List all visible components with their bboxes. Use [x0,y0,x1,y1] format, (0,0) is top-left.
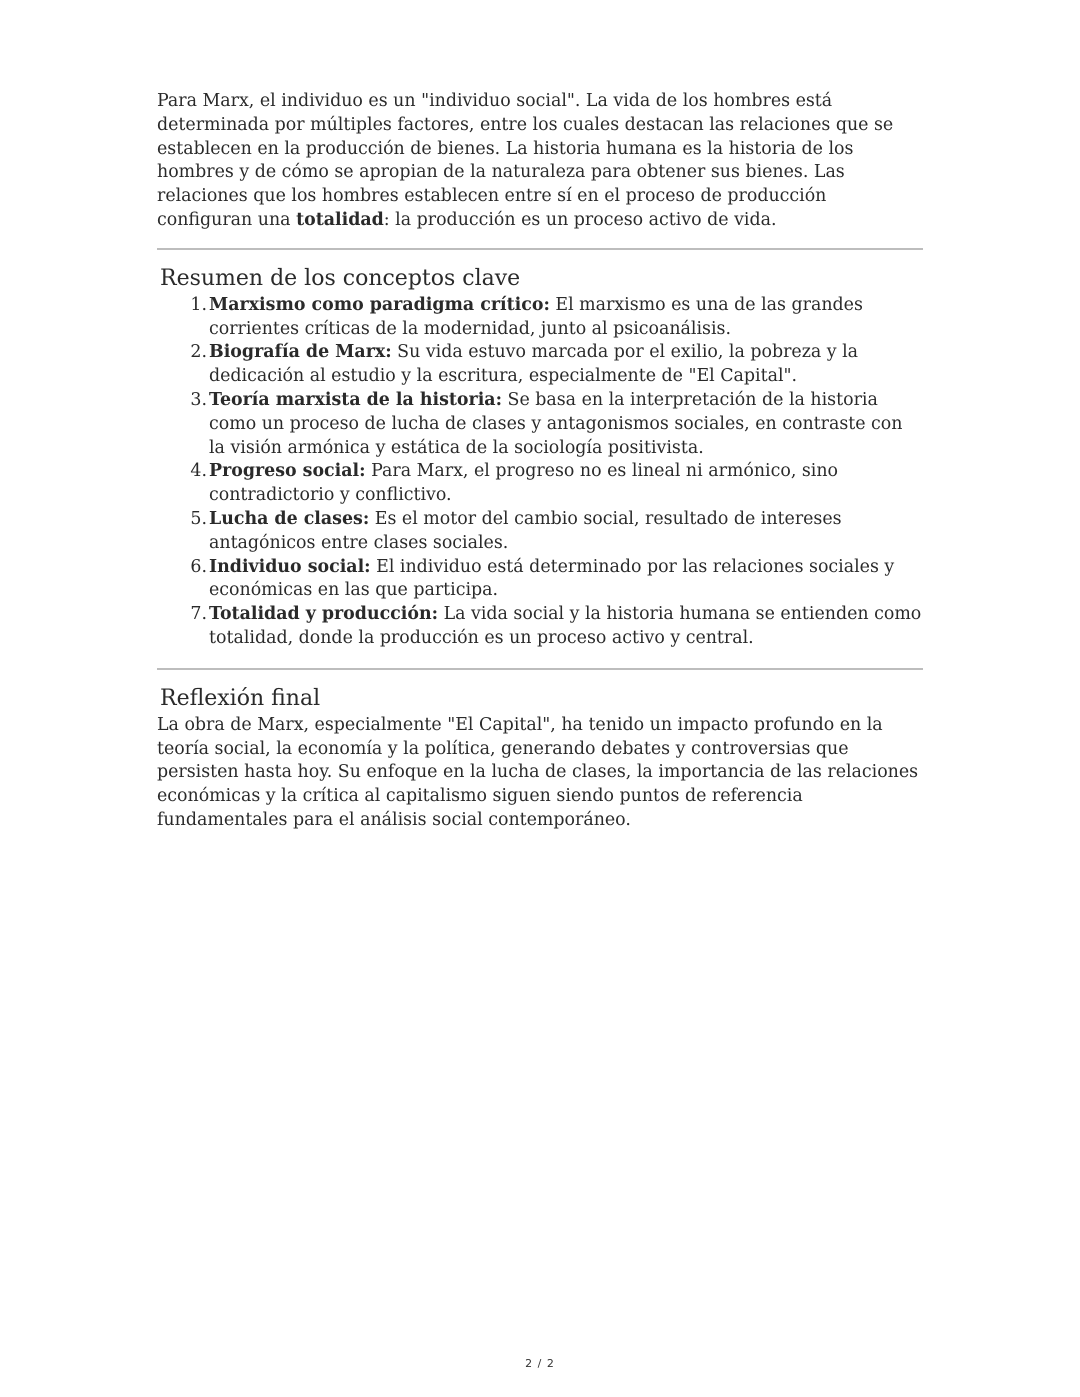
list-text: La vida social y la historia humana se entienden como totalidad, donde la producción es un proceso activo y central. [209,604,922,648]
list-text: Para Marx, el progreso no es lineal ni armónico, sino contradictorio y conflictivo. [209,461,839,506]
list-term: Biografía de Marx: [209,342,392,363]
list-number: 3. [190,389,207,410]
list-term: Teoría marxista de la historia: [209,389,502,410]
list-item [157,389,923,460]
list-number: 1. [190,294,207,315]
list-item [157,341,923,389]
concepts-heading: Resumen de los conceptos clave [160,265,521,291]
list-text: Es el motor del cambio social, resultado de intereses antagónicos entre clases sociales. [209,508,842,553]
list-term: Totalidad y producción: [209,604,439,625]
list-text: Su vida estuvo marcada por el exilio, la pobreza y la dedicación al estudio y la escritura, especialmente de "El Capital". [209,342,859,387]
intro-text-end: : la producción es un proceso activo de vida. [383,209,777,230]
intro-bold-term: totalidad [296,209,384,230]
intro-paragraph [157,90,923,233]
page-indicator: 2 / 2 [525,1357,555,1370]
list-number: 4. [190,461,207,482]
list-number: 5. [190,508,207,529]
list-text: El marxismo es una de las grandes corrientes críticas de la modernidad, junto al psicoanálisis. [209,294,863,339]
list-text: Se basa en la interpretación de la historia como un proceso de lucha de clases y antagonismos sociales, en contraste con la visión armónica y estática de la sociología positivista. [209,389,903,458]
section-divider [157,248,923,250]
list-item [157,508,923,556]
list-number: 7. [190,604,207,625]
document-page [157,90,923,833]
list-item [157,460,923,508]
reflection-paragraph: La obra de Marx, especialmente "El Capital", ha tenido un impacto profundo en la teoría social, la economía y la política, generando debates y controversias que persisten hasta hoy. Su enfoque en la lucha de clases, la importancia de las relaciones económicas y la crítica al capitalismo siguen siendo puntos de referencia fundamentales para el análisis social contemporáneo. [157,714,919,830]
list-term: Lucha de clases: [209,508,370,529]
section-divider [157,668,923,670]
list-number: 2. [190,342,207,363]
list-text: El individuo está determinado por las relaciones sociales y económicas en las que participa. [209,556,895,601]
list-item [157,556,923,604]
list-term: Marxismo como paradigma crítico: [209,294,550,315]
list-item [157,294,923,342]
intro-text-start: Para Marx, el individuo es un "individuo social". La vida de los hombres está determinada por múltiples factores, entre los cuales destacan las relaciones que se establecen en la producción de bienes. La historia humana es la historia de los hombres y de cómo se apropian de la naturaleza para obtener sus bienes. Las relaciones que los hombres establecen entre sí en el proceso de producción configuran una [157,91,894,230]
list-term: Progreso social: [209,461,366,482]
list-item [157,603,923,651]
reflection-heading: Reflexión final [160,685,321,711]
list-term: Individuo social: [209,556,371,577]
list-number: 6. [190,556,207,577]
concepts-list [157,294,923,651]
